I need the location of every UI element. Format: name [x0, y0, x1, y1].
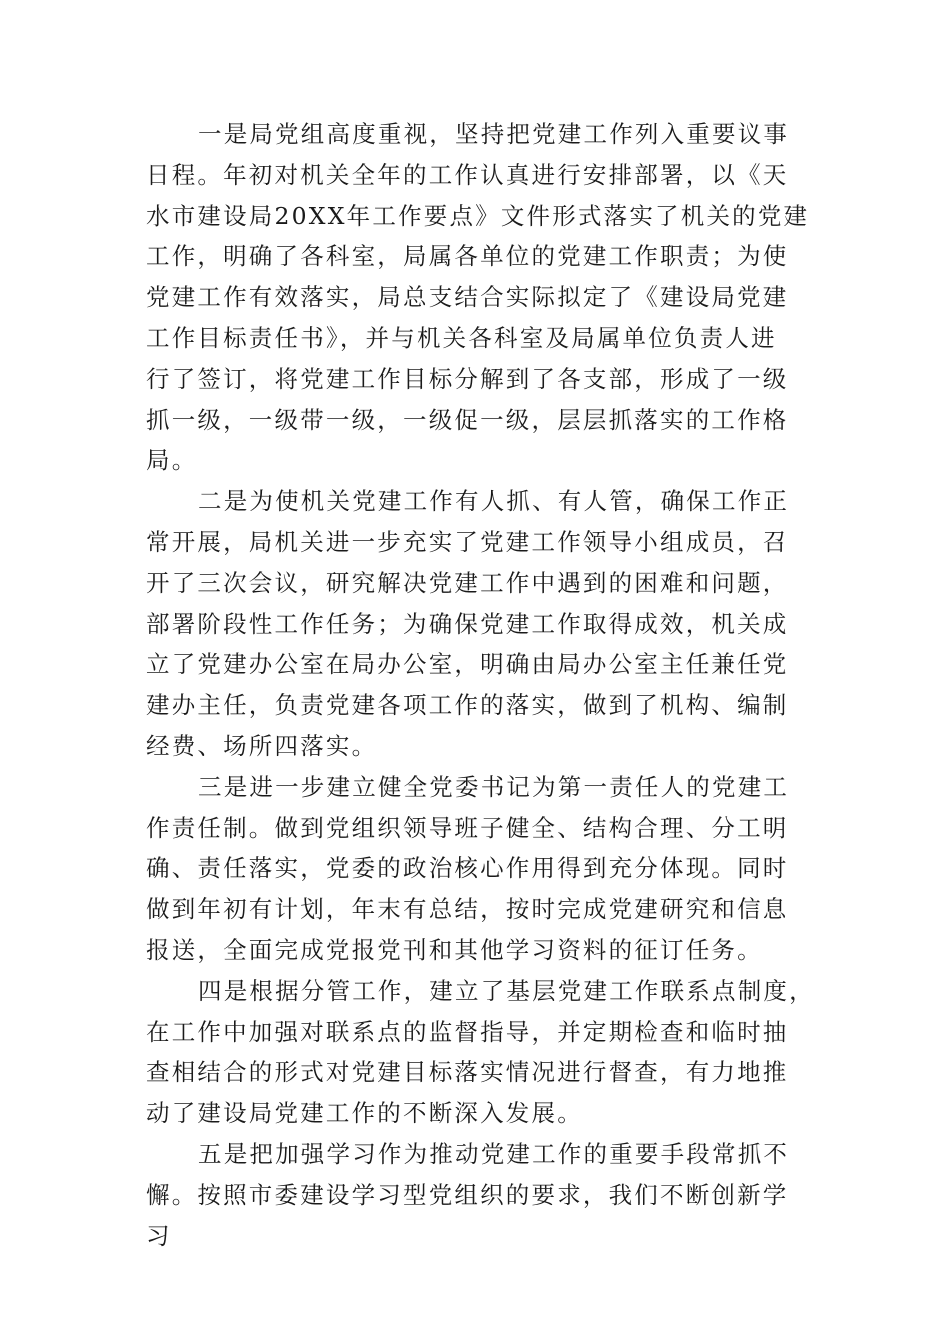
text-line: 习 — [146, 1221, 172, 1250]
text-line: 开了三次会议，研究解决党建工作中遇到的困难和问题， — [146, 568, 789, 597]
text-line: 建办主任，负责党建各项工作的落实，做到了机构、编制 — [146, 691, 789, 720]
text-line: 党建工作有效落实，局总支结合实际拟定了《建设局党建 — [146, 283, 789, 312]
text-line: 懈。按照市委建设学习型党组织的要求，我们不断创新学 — [146, 1180, 789, 1209]
text-line: 一是局党组高度重视，坚持把党建工作列入重要议事 — [198, 120, 790, 148]
text-line: 部署阶段性工作任务；为确保党建工作取得成效，机关成 — [146, 609, 789, 638]
text-line: 四是根据分管工作，建立了基层党建工作联系点制度， — [198, 976, 815, 1005]
text-line: 日程。年初对机关全年的工作认真进行安排部署，以《天 — [146, 160, 789, 189]
text-line: 确、责任落实，党委的政治核心作用得到充分体现。同时 — [146, 854, 789, 883]
text-line: 二是为使机关党建工作有人抓、有人管，确保工作正 — [198, 487, 790, 516]
text-line: 做到年初有计划，年末有总结，按时完成党建研究和信息 — [146, 895, 789, 924]
text-line: 报送，全面完成党报党刊和其他学习资料的征订任务。 — [146, 935, 763, 964]
text-line: 五是把加强学习作为推动党建工作的重要手段常抓不 — [198, 1139, 790, 1168]
text-line: 工作，明确了各科室，局属各单位的党建工作职责；为使 — [146, 242, 789, 271]
text-line: 工作目标责任书》，并与机关各科室及局属单位负责人进 — [146, 323, 777, 352]
text-line: 抓一级，一级带一级，一级促一级，层层抓落实的工作格 — [146, 405, 789, 434]
text-line: 作责任制。做到党组织领导班子健全、结构合理、分工明 — [146, 813, 789, 842]
body-text — [146, 114, 815, 1256]
text-line: 在工作中加强对联系点的监督指导，并定期检查和临时抽 — [146, 1017, 789, 1046]
text-line: 三是进一步建立健全党委书记为第一责任人的党建工 — [198, 772, 790, 801]
text-line: 常开展，局机关进一步充实了党建工作领导小组成员，召 — [146, 527, 789, 556]
text-line: 水市建设局20XX年工作要点》文件形式落实了机关的党建 — [146, 201, 810, 230]
text-line: 经费、场所四落实。 — [146, 731, 378, 760]
text-line: 行了签订，将党建工作目标分解到了各支部，形成了一级 — [146, 364, 789, 393]
text-line: 局。 — [146, 446, 198, 475]
text-line: 动了建设局党建工作的不断深入发展。 — [146, 1099, 583, 1128]
text-line: 查相结合的形式对党建目标落实情况进行督查，有力地推 — [146, 1058, 789, 1087]
text-line: 立了党建办公室在局办公室，明确由局办公室主任兼任党 — [146, 650, 789, 679]
